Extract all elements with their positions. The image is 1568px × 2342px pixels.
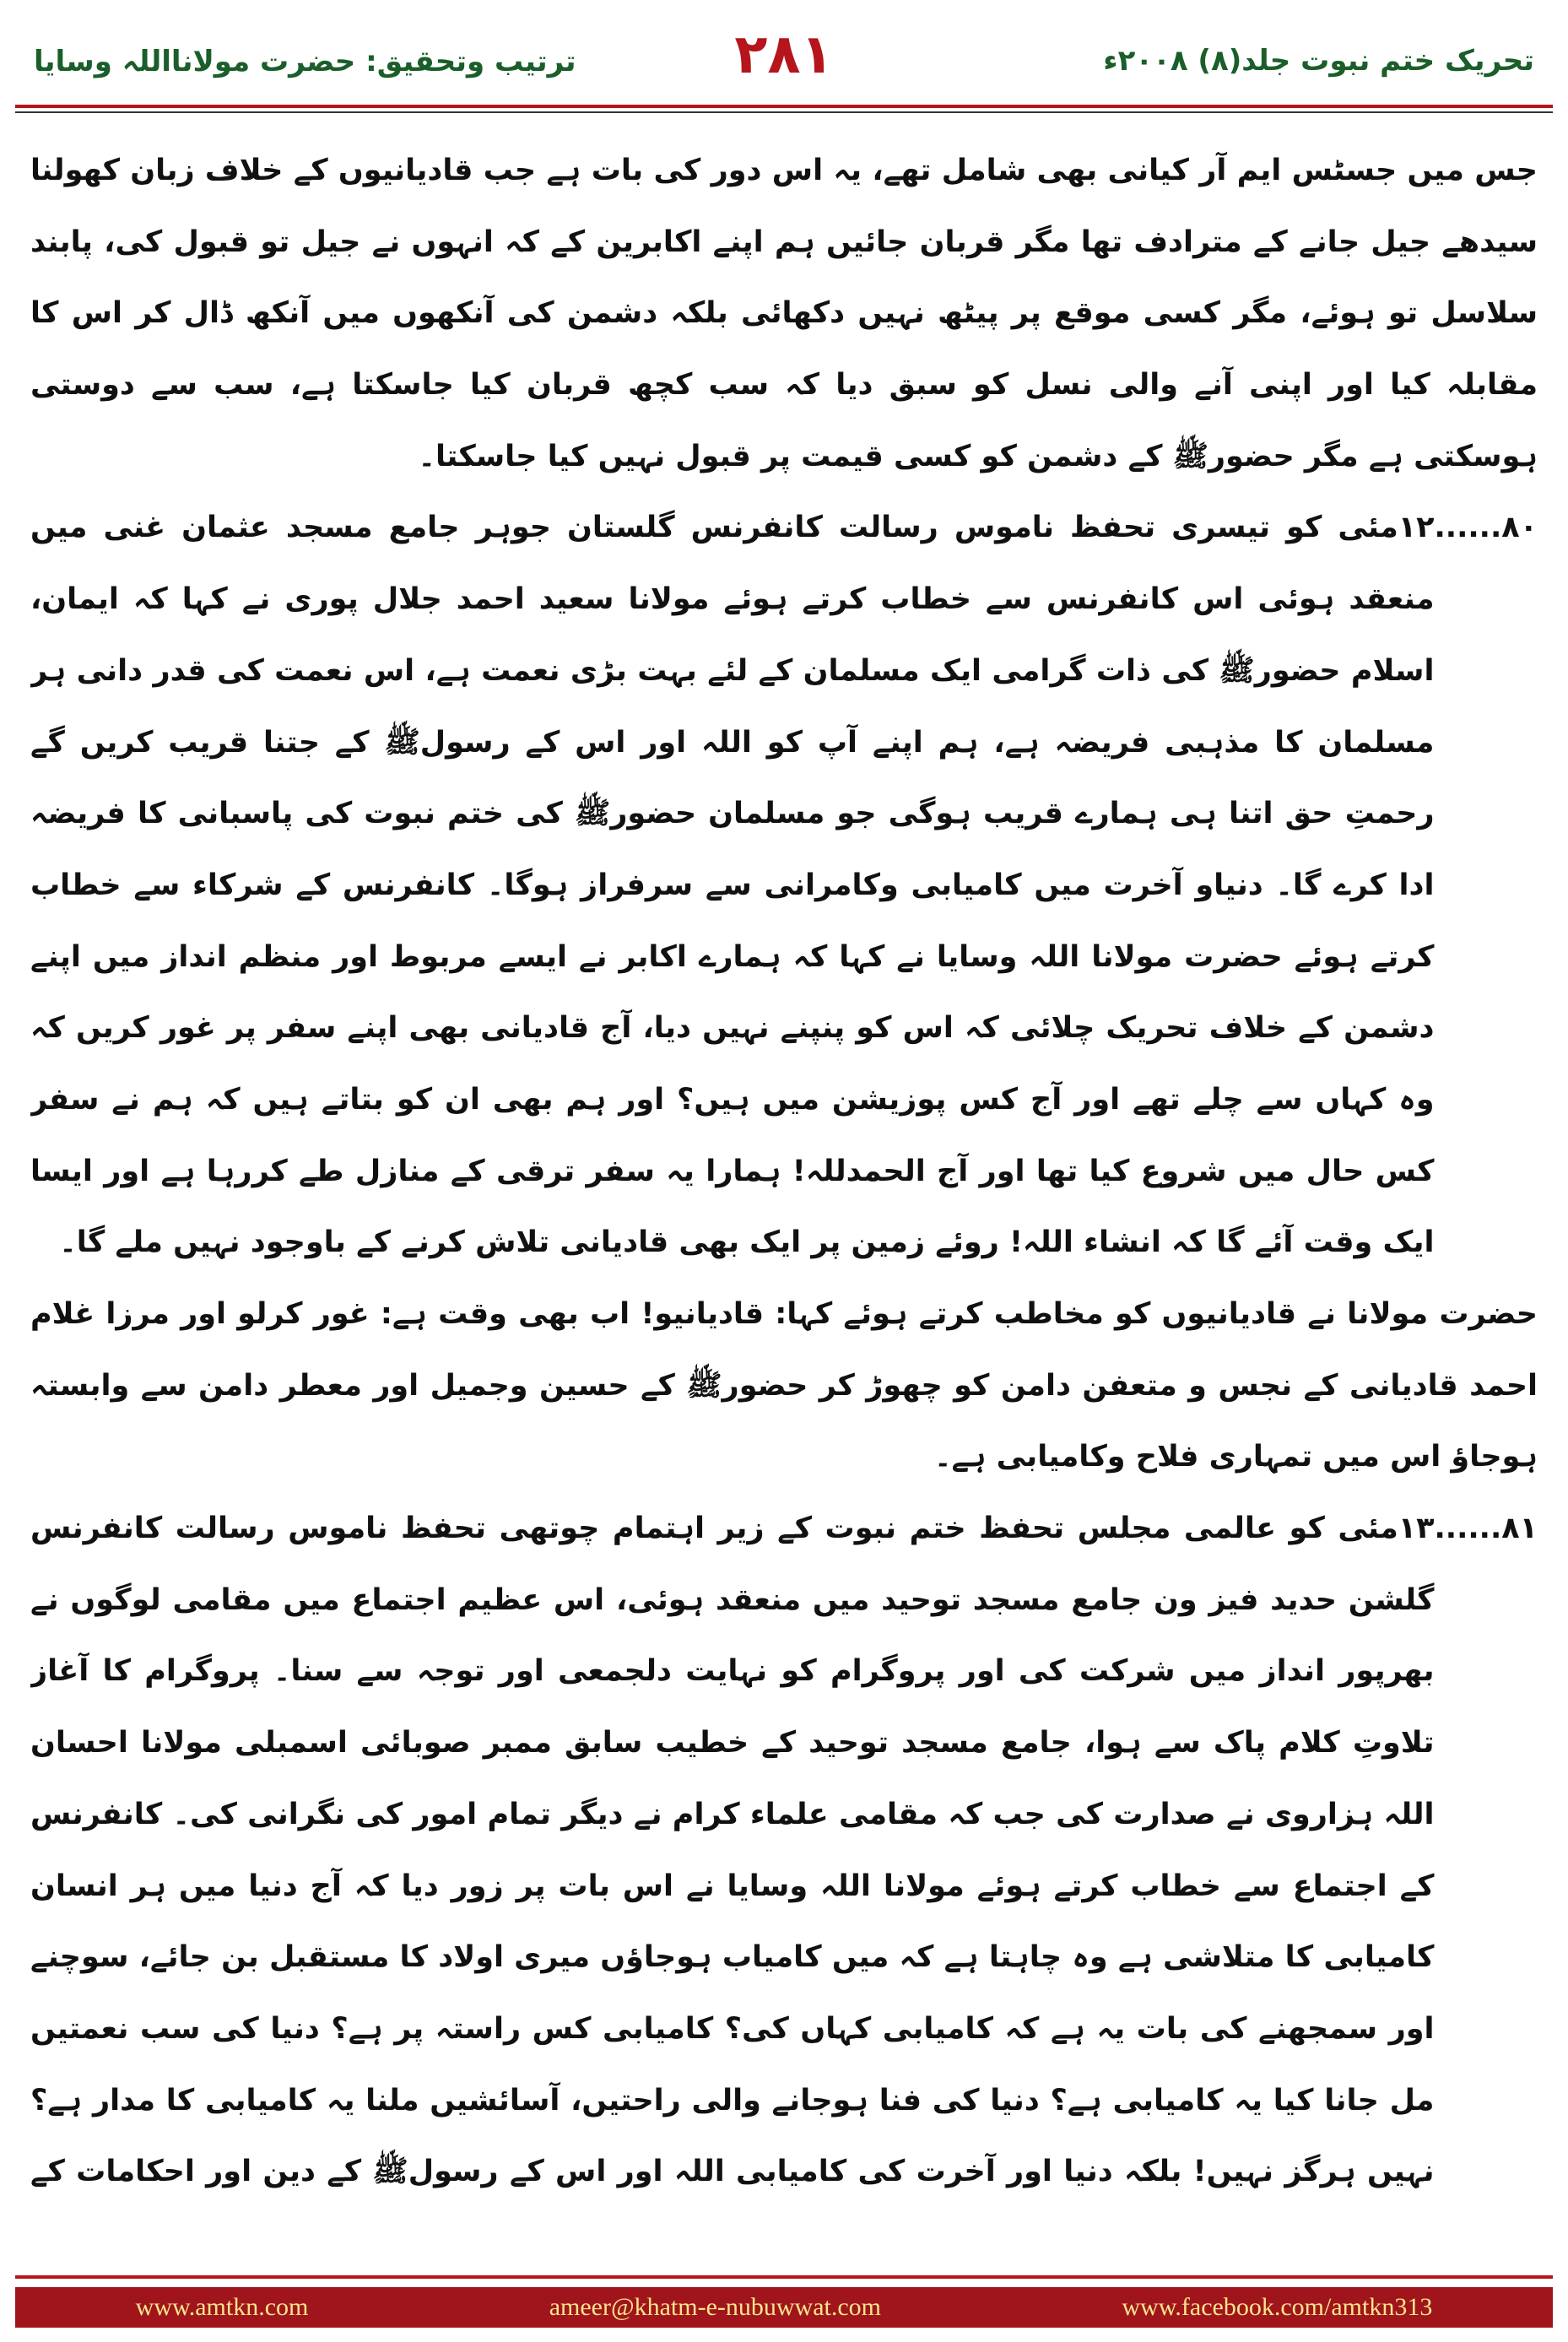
header-divider	[15, 105, 1553, 108]
item-number: ۸۰......	[1434, 511, 1538, 545]
item-80	[30, 492, 1538, 1279]
item-text: ۱۲مئی کو تیسری تحفظ ناموس رسالت کانفرنس گلستان جوہر جامع مسجد عثمان غنی میں منعقد ہوئی اس کانفرنس سے خطاب کرتے ہوئے مولانا سعید احمد جلال پوری نے کہا کہ ایمان، اسلام حضورﷺ کی ذات گرامی ایک مسلمان کے لئے بہت بڑی نعمت ہے، اس نعمت کی قدر دانی ہر مسلمان کا مذہبی فریضہ ہے، ہم اپنے آپ کو اللہ اور اس کے رسولﷺ کے جتنا قریب کریں گے رحمتِ حق اتنا ہی ہمارے قریب ہوگی جو مسلمان حضورﷺ کی ختم نبوت کی پاسبانی کا فریضہ ادا کرے گا۔ دنیاو آخرت میں کامیابی وکامرانی سے سرفراز ہوگا۔ کانفرنس کے شرکاء سے خطاب کرتے ہوئے حضرت مولانا اللہ وسایا نے کہا کہ ہمارے اکابر نے ایسے مربوط اور منظم انداز میں اپنے دشمن کے خلاف تحریک چلائی کہ اس کو پنپنے نہیں دیا، آج قادیانی بھی اپنے سفر پر غور کریں کہ وہ کہاں سے چلے تھے اور آج کس پوزیشن میں ہیں؟ اور ہم بھی ان کو بتاتے ہیں کہ ہم نے سفر کس حال میں شروع کیا تھا اور آج الحمدللہ! ہمارا یہ سفر ترقی کے منازل طے کررہا ہے اور ایسا ایک وقت آئے گا کہ انشاء اللہ! روئے زمین پر ایک بھی قادیانی تلاش کرنے کے باوجود نہیں ملے گا۔	[30, 511, 1435, 1260]
compiler-credit: ترتیب وتحقیق: حضرت مولانااللہ وسایا	[34, 45, 576, 78]
item-81	[30, 1493, 1538, 2194]
facebook-link[interactable]: www.facebook.com/amtkn313	[1122, 2293, 1433, 2321]
item-text: ۱۳مئی کو عالمی مجلس تحفظ ختم نبوت کے زیر اہتمام چوتھی تحفظ ناموس رسالت کانفرنس گلشن حدید فیز ون جامع مسجد توحید میں منعقد ہوئی، اس عظیم اجتماع میں مقامی لوگوں نے بھرپور انداز میں شرکت کی اور پروگرام کو نہایت دلجمعی اور توجہ سے سنا۔ پروگرام کا آغاز تلاوتِ کلام پاک سے ہوا، جامع مسجد توحید کے خطیب سابق ممبر صوبائی اسمبلی مولانا احسان اللہ ہزاروی نے صدارت کی جب کہ مقامی علماء کرام نے دیگر تمام امور کی نگرانی کی۔ کانفرنس کے اجتماع سے خطاب کرتے ہوئے مولانا اللہ وسایا نے اس بات پر زور دیا کہ آج دنیا میں ہر انسان کامیابی کا متلاشی ہے وہ چاہتا ہے کہ میں کامیاب ہوجاؤں میری اولاد کا مستقبل بن جائے، سوچنے اور سمجھنے کی بات یہ ہے کہ کامیابی کہاں کی؟ کامیابی کس راستہ پر ہے؟ دنیا کی سب نعمتیں مل جانا کیا یہ کامیابی ہے؟ دنیا کی فنا ہوجانے والی راحتیں، آسائشیں ملنا یہ کامیابی کا مدار ہے؟ نہیں ہرگز نہیں! بلکہ دنیا اور آخرت کی کامیابی اللہ اور اس کے رسولﷺ کے دین اور احکامات کے	[30, 1512, 1435, 2189]
page-footer	[15, 2287, 1553, 2328]
page-number: ۲۸۱	[734, 24, 834, 86]
item-number: ۸۱......	[1434, 1512, 1538, 1546]
header-divider-thin	[15, 111, 1553, 113]
website-link[interactable]: www.amtkn.com	[135, 2293, 309, 2321]
footer-divider	[15, 2275, 1553, 2279]
book-title: تحریک ختم نبوت جلد(۸) ۲۰۰۸ء	[1103, 44, 1534, 78]
main-text	[30, 135, 1538, 2194]
page-header	[15, 19, 1553, 100]
paragraph-intro: جس میں جسٹس ایم آر کیانی بھی شامل تھے، یہ اس دور کی بات ہے جب قادیانیوں کے خلاف زبان کھولنا سیدھے جیل جانے کے مترادف تھا مگر قربان جائیں ہم اپنے اکابرین کے کہ انہوں نے جیل تو قبول کی، پابند سلاسل تو ہوئے، مگر کسی موقع پر پیٹھ نہیں دکھائی بلکہ دشمن کی آنکھوں میں آنکھ ڈال کر اس کا مقابلہ کیا اور اپنی آنے والی نسل کو سبق دیا کہ سب کچھ قربان کیا جاسکتا ہے، سب سے دوستی ہوسکتی ہے مگر حضورﷺ کے دشمن کو کسی قیمت پر قبول نہیں کیا جاسکتا۔	[30, 154, 1538, 473]
email-link[interactable]: ameer@khatm-e-nubuwwat.com	[549, 2293, 882, 2321]
paragraph-address: حضرت مولانا نے قادیانیوں کو مخاطب کرتے ہوئے کہا: قادیانیو! اب بھی وقت ہے: غور کرلو اور مرزا غلام احمد قادیانی کے نجس و متعفن دامن کو چھوڑ کر حضورﷺ کے حسین وجمیل اور معطر دامن سے وابستہ ہوجاؤ اس میں تمہاری فلاح وکامیابی ہے۔	[30, 1297, 1538, 1474]
